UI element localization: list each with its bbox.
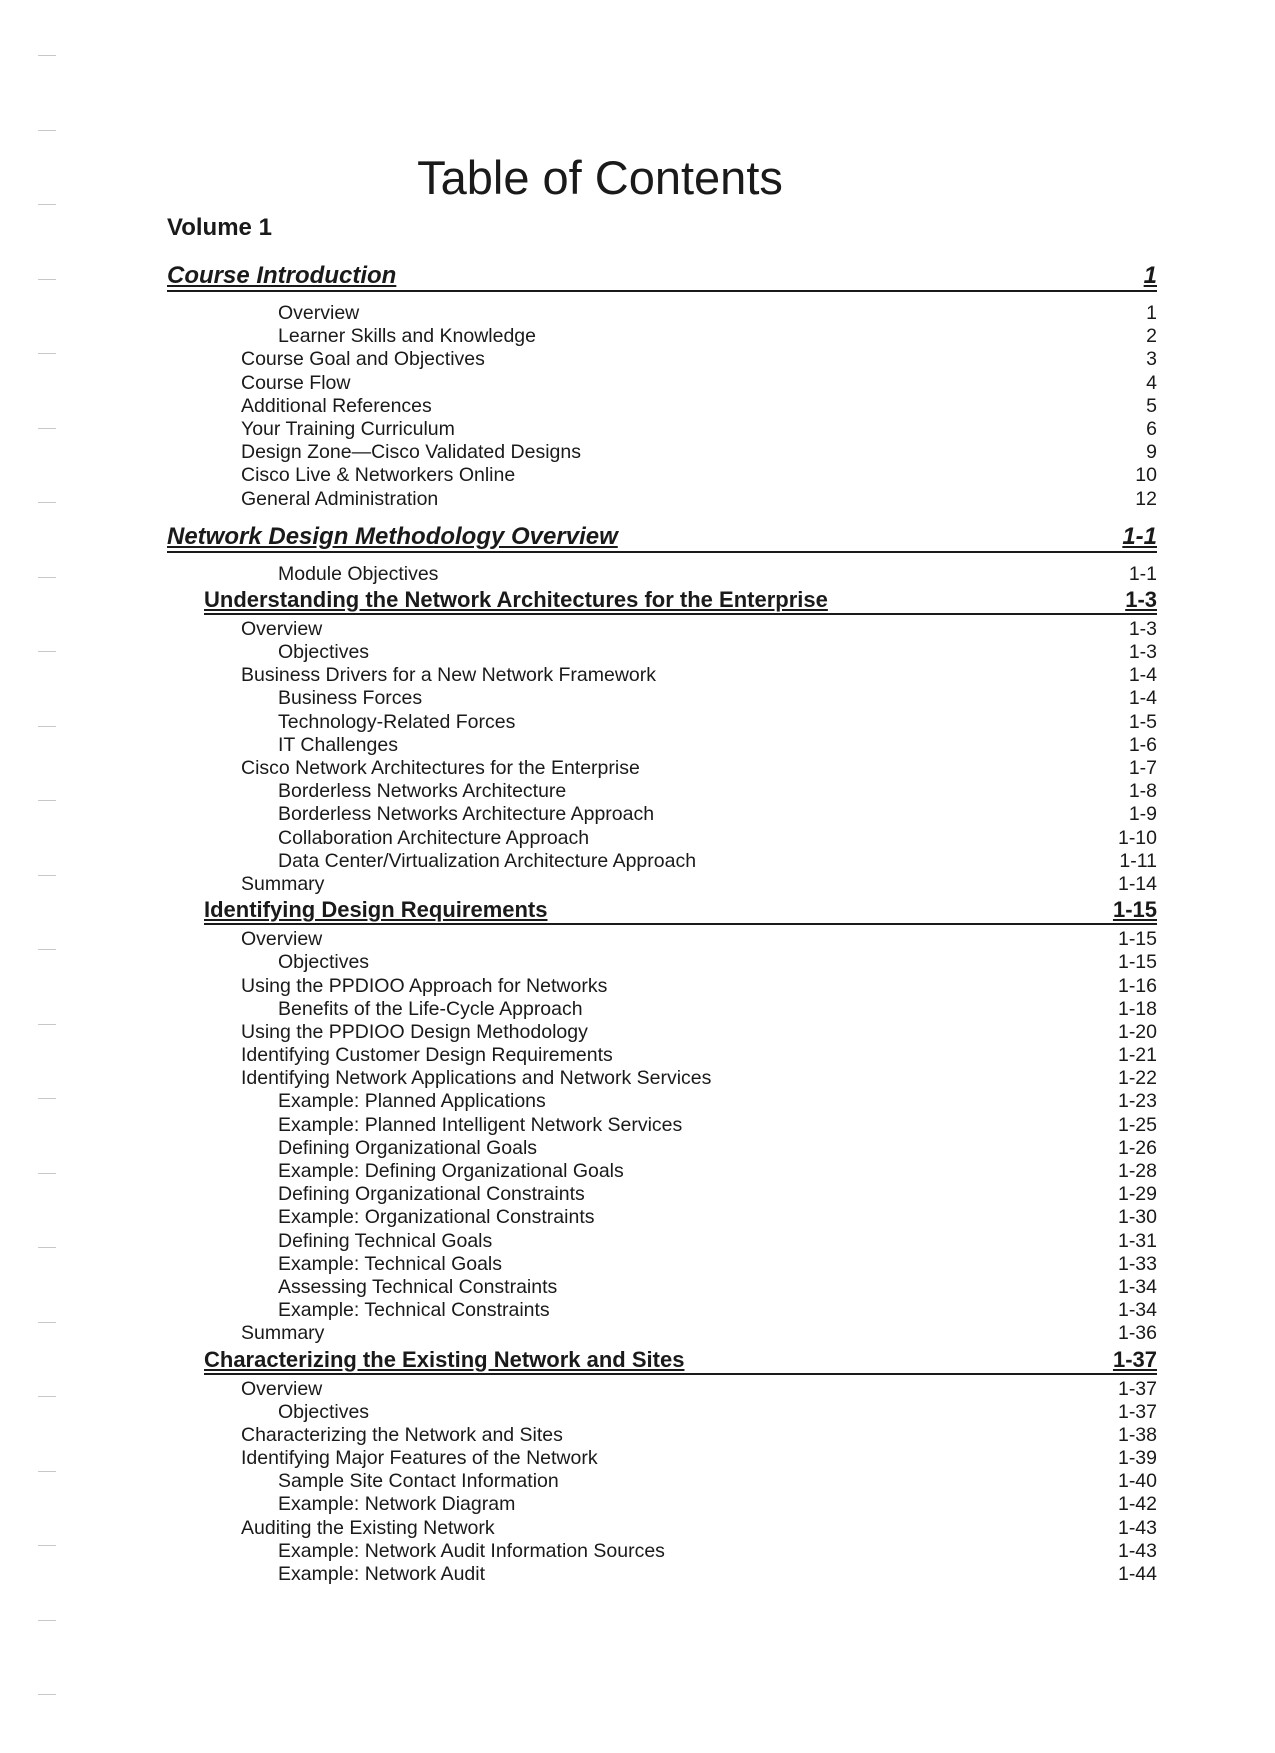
toc-module-title: Network Design Methodology Overview: [167, 522, 618, 550]
toc-entry[interactable]: [167, 734, 1157, 757]
toc-entry[interactable]: [167, 395, 1157, 418]
toc-entry-title: Learner Skills and Knowledge: [278, 325, 536, 348]
toc-entry-title: IT Challenges: [278, 733, 398, 756]
binder-hole-mark: [38, 1098, 56, 1099]
toc-entry-title: Example: Network Diagram: [278, 1493, 516, 1516]
binder-hole-mark: [38, 875, 56, 876]
toc-module-page: 1: [1143, 262, 1157, 289]
binder-hole-mark: [38, 1620, 56, 1621]
toc-entry[interactable]: [167, 780, 1157, 803]
toc-entry-title: Overview: [241, 928, 323, 951]
toc-entry-title: Defining Organizational Goals: [278, 1136, 538, 1159]
toc-entry-page: 1-42: [1117, 1493, 1157, 1516]
toc-entry[interactable]: [167, 803, 1157, 826]
binder-hole-mark: [38, 1247, 56, 1248]
toc-entry-page: 12: [1135, 487, 1157, 510]
toc-entry-page: 1-11: [1119, 849, 1157, 872]
toc-entry-title: Design Zone—Cisco Validated Designs: [241, 441, 581, 464]
toc-entry-page: 1-21: [1117, 1044, 1157, 1067]
toc-entry[interactable]: [167, 1424, 1157, 1447]
toc-entry-title: Identifying Major Features of the Network: [241, 1447, 598, 1470]
toc-entry[interactable]: [167, 687, 1157, 710]
binder-hole-mark: [38, 353, 56, 354]
binder-hole-mark: [38, 428, 56, 429]
toc-entry[interactable]: [167, 998, 1157, 1021]
toc-entry-title: Summary: [241, 1322, 325, 1345]
binder-hole-mark: [38, 502, 56, 503]
toc-entry-page: 1-18: [1117, 997, 1157, 1020]
toc-entry-page: 1-7: [1128, 757, 1157, 779]
toc-entry-title: Cisco Live & Networkers Online: [241, 464, 516, 487]
toc-entry-title: Objectives: [278, 951, 370, 974]
toc-entry[interactable]: [167, 711, 1157, 734]
toc-entry-page: 1-36: [1117, 1322, 1157, 1345]
toc-entry[interactable]: [167, 1493, 1157, 1516]
toc-entry[interactable]: [167, 488, 1157, 511]
toc-entry-title: Your Training Curriculum: [241, 417, 455, 440]
toc-entry[interactable]: [167, 1114, 1157, 1137]
toc-entry-page: 1-34: [1117, 1275, 1157, 1298]
toc-entry[interactable]: [167, 850, 1157, 873]
toc-entry-page: 1-23: [1117, 1090, 1157, 1113]
toc-entry[interactable]: [167, 951, 1157, 974]
toc-entry-page: 1-33: [1117, 1252, 1157, 1275]
toc-entry-page: 1-40: [1117, 1470, 1157, 1493]
binder-margin: [30, 0, 70, 1753]
binder-hole-mark: [38, 1545, 56, 1546]
toc-entry-page: 9: [1146, 441, 1157, 464]
binder-hole-mark: [38, 1322, 56, 1323]
toc-entry-title: Overview: [278, 302, 360, 324]
toc-entry-page: 1-15: [1117, 928, 1157, 951]
toc-entry-title: Course Goal and Objectives: [241, 348, 485, 371]
toc-entry-page: 1: [1146, 302, 1157, 324]
toc-entry-title: Identifying Customer Design Requirements: [241, 1044, 613, 1067]
toc-entry-title: Example: Defining Organizational Goals: [278, 1160, 624, 1182]
toc-lesson-title: Understanding the Network Architectures for the Enterprise: [204, 586, 828, 612]
toc-entry-page: 1-3: [1128, 641, 1157, 664]
toc-entry[interactable]: [167, 1183, 1157, 1206]
toc-entry-page: 1-3: [1128, 617, 1157, 640]
volume-heading: Volume 1: [167, 214, 272, 241]
toc-entry-title: Example: Planned Applications: [278, 1090, 546, 1113]
toc-entry[interactable]: [167, 1322, 1157, 1345]
toc-entry[interactable]: [167, 464, 1157, 487]
toc-entry-title: Auditing the Existing Network: [241, 1516, 495, 1539]
binder-hole-mark: [38, 1396, 56, 1397]
toc-entry-title: Example: Technical Goals: [278, 1252, 503, 1275]
toc-entry-page: 1-37: [1117, 1400, 1157, 1423]
toc-entry-page: 1-37: [1117, 1377, 1157, 1400]
toc-entry-page: 1-4: [1128, 664, 1157, 687]
toc-module-title: Course Introduction: [167, 262, 397, 289]
toc-entry[interactable]: [167, 1299, 1157, 1322]
binder-hole-mark: [38, 726, 56, 727]
toc-entry-page: 1-20: [1117, 1020, 1157, 1043]
toc-lesson-heading[interactable]: [204, 1346, 1157, 1375]
toc-entry-title: Module Objectives: [278, 562, 439, 585]
toc-entry[interactable]: [167, 1137, 1157, 1160]
toc-entry-page: 1-28: [1117, 1160, 1157, 1182]
binder-hole-mark: [38, 55, 56, 56]
table-of-contents: [167, 250, 1157, 1586]
toc-lesson-page: 1-15: [1112, 897, 1157, 923]
toc-entry-page: 1-39: [1117, 1447, 1157, 1470]
toc-entry-page: 6: [1146, 417, 1157, 440]
toc-entry-title: Sample Site Contact Information: [278, 1470, 559, 1493]
toc-entry[interactable]: [167, 1021, 1157, 1044]
toc-entry-page: 5: [1146, 394, 1157, 417]
toc-entry[interactable]: [167, 325, 1157, 348]
binder-hole-mark: [38, 577, 56, 578]
toc-entry-title: Example: Planned Intelligent Network Services: [278, 1113, 683, 1136]
toc-lesson-heading[interactable]: [204, 586, 1157, 615]
toc-entry-title: General Administration: [241, 487, 439, 510]
toc-entry[interactable]: [167, 1067, 1157, 1090]
toc-lesson-title: Identifying Design Requirements: [204, 897, 548, 923]
binder-hole-mark: [38, 1694, 56, 1695]
toc-entry-title: Benefits of the Life-Cycle Approach: [278, 997, 583, 1020]
toc-entry-page: 1-6: [1128, 733, 1157, 756]
toc-entry-title: Technology-Related Forces: [278, 710, 516, 733]
toc-entry[interactable]: [167, 827, 1157, 850]
toc-entry-title: Overview: [241, 1377, 323, 1400]
toc-entry-title: Example: Network Audit Information Sources: [278, 1539, 665, 1562]
toc-entry[interactable]: [167, 618, 1157, 641]
toc-entry-title: Objectives: [278, 641, 370, 664]
toc-entry[interactable]: [167, 928, 1157, 951]
toc-entry-page: 1-25: [1117, 1113, 1157, 1136]
toc-entry[interactable]: [167, 1276, 1157, 1299]
toc-entry-page: 1-10: [1117, 826, 1157, 849]
toc-lesson-title: Characterizing the Existing Network and Sites: [204, 1346, 685, 1372]
toc-entry-page: 1-38: [1117, 1423, 1157, 1446]
toc-entry[interactable]: [167, 302, 1157, 325]
toc-entry[interactable]: [167, 641, 1157, 664]
toc-entry-title: Overview: [241, 617, 323, 640]
toc-entry-page: 1-31: [1117, 1229, 1157, 1252]
toc-entry[interactable]: [167, 1517, 1157, 1540]
toc-entry-title: Using the PPDIOO Design Methodology: [241, 1020, 588, 1043]
toc-entry[interactable]: [167, 1447, 1157, 1470]
toc-entry[interactable]: [167, 1230, 1157, 1253]
binder-hole-mark: [38, 1173, 56, 1174]
toc-entry[interactable]: [167, 873, 1157, 896]
toc-entry-title: Objectives: [278, 1400, 370, 1423]
toc-entry[interactable]: [167, 1378, 1157, 1401]
toc-entry-title: Characterizing the Network and Sites: [241, 1423, 563, 1446]
toc-module-heading[interactable]: [167, 523, 1157, 553]
toc-module-heading[interactable]: [167, 262, 1157, 292]
toc-entry[interactable]: [167, 563, 1157, 586]
toc-entry-title: Additional References: [241, 394, 432, 417]
toc-entry-page: 1-29: [1117, 1183, 1157, 1206]
binder-hole-mark: [38, 1024, 56, 1025]
toc-entry[interactable]: [167, 372, 1157, 395]
binder-hole-mark: [38, 130, 56, 131]
binder-hole-mark: [38, 279, 56, 280]
toc-entry[interactable]: [167, 348, 1157, 371]
toc-entry[interactable]: [167, 1253, 1157, 1276]
toc-lesson-page: 1-3: [1125, 586, 1157, 612]
toc-lesson-page: 1-37: [1112, 1346, 1157, 1372]
toc-entry-page: 1-30: [1117, 1206, 1157, 1229]
toc-entry[interactable]: [167, 1160, 1157, 1183]
toc-entry-title: Business Forces: [278, 687, 423, 710]
toc-entry-title: Defining Organizational Constraints: [278, 1183, 585, 1206]
toc-entry-page: 1-8: [1128, 780, 1157, 803]
toc-entry-title: Example: Technical Constraints: [278, 1299, 550, 1322]
toc-entry-page: 1-14: [1117, 872, 1157, 895]
toc-entry[interactable]: [167, 1090, 1157, 1113]
binder-hole-mark: [38, 949, 56, 950]
toc-entry-title: Business Drivers for a New Network Framework: [241, 664, 657, 687]
toc-entry-title: Borderless Networks Architecture Approach: [278, 803, 655, 826]
toc-entry-title: Summary: [241, 872, 325, 895]
toc-entry[interactable]: [167, 1563, 1157, 1586]
toc-entry[interactable]: [167, 1044, 1157, 1067]
toc-entry-page: 1-22: [1117, 1067, 1157, 1090]
toc-entry-page: 10: [1135, 464, 1157, 487]
toc-entry-page: 3: [1146, 348, 1157, 371]
toc-entry-page: 4: [1146, 371, 1157, 394]
toc-entry-title: Data Center/Virtualization Architecture Approach: [278, 849, 697, 872]
toc-entry[interactable]: [167, 757, 1157, 780]
toc-module-page: 1-1: [1122, 522, 1157, 550]
toc-entry[interactable]: [167, 441, 1157, 464]
toc-entry-page: 1-5: [1128, 710, 1157, 733]
toc-entry-title: Cisco Network Architectures for the Enterprise: [241, 757, 640, 779]
toc-entry-page: 1-9: [1128, 803, 1157, 826]
toc-entry-page: 1-16: [1117, 974, 1157, 997]
toc-entry-title: Course Flow: [241, 371, 351, 394]
toc-entry-page: 1-44: [1117, 1563, 1157, 1585]
toc-entry[interactable]: [167, 1206, 1157, 1229]
toc-entry-page: 1-43: [1117, 1516, 1157, 1539]
toc-entry-title: Example: Network Audit: [278, 1563, 486, 1585]
toc-entry[interactable]: [167, 418, 1157, 441]
toc-entry-page: 1-1: [1128, 562, 1157, 585]
toc-entry-page: 1-26: [1117, 1136, 1157, 1159]
toc-entry-title: Using the PPDIOO Approach for Networks: [241, 974, 608, 997]
toc-entry[interactable]: [167, 1401, 1157, 1424]
toc-lesson-heading[interactable]: [204, 896, 1157, 925]
toc-entry-page: 1-4: [1128, 687, 1157, 710]
binder-hole-mark: [38, 800, 56, 801]
toc-entry-title: Borderless Networks Architecture: [278, 780, 567, 803]
toc-entry-title: Collaboration Architecture Approach: [278, 826, 590, 849]
toc-entry-title: Identifying Network Applications and Network Services: [241, 1067, 712, 1090]
toc-entry[interactable]: [167, 664, 1157, 687]
toc-entry[interactable]: [167, 1540, 1157, 1563]
toc-entry-page: 1-15: [1117, 951, 1157, 974]
toc-entry[interactable]: [167, 1470, 1157, 1493]
toc-entry[interactable]: [167, 975, 1157, 998]
binder-hole-mark: [38, 651, 56, 652]
toc-entry-page: 2: [1146, 325, 1157, 348]
toc-entry-page: 1-34: [1117, 1299, 1157, 1322]
toc-entry-title: Example: Organizational Constraints: [278, 1206, 595, 1229]
toc-entry-title: Defining Technical Goals: [278, 1229, 493, 1252]
toc-entry-title: Assessing Technical Constraints: [278, 1275, 558, 1298]
binder-hole-mark: [38, 1471, 56, 1472]
toc-entry-page: 1-43: [1117, 1539, 1157, 1562]
page-title: Table of Contents: [417, 151, 783, 204]
